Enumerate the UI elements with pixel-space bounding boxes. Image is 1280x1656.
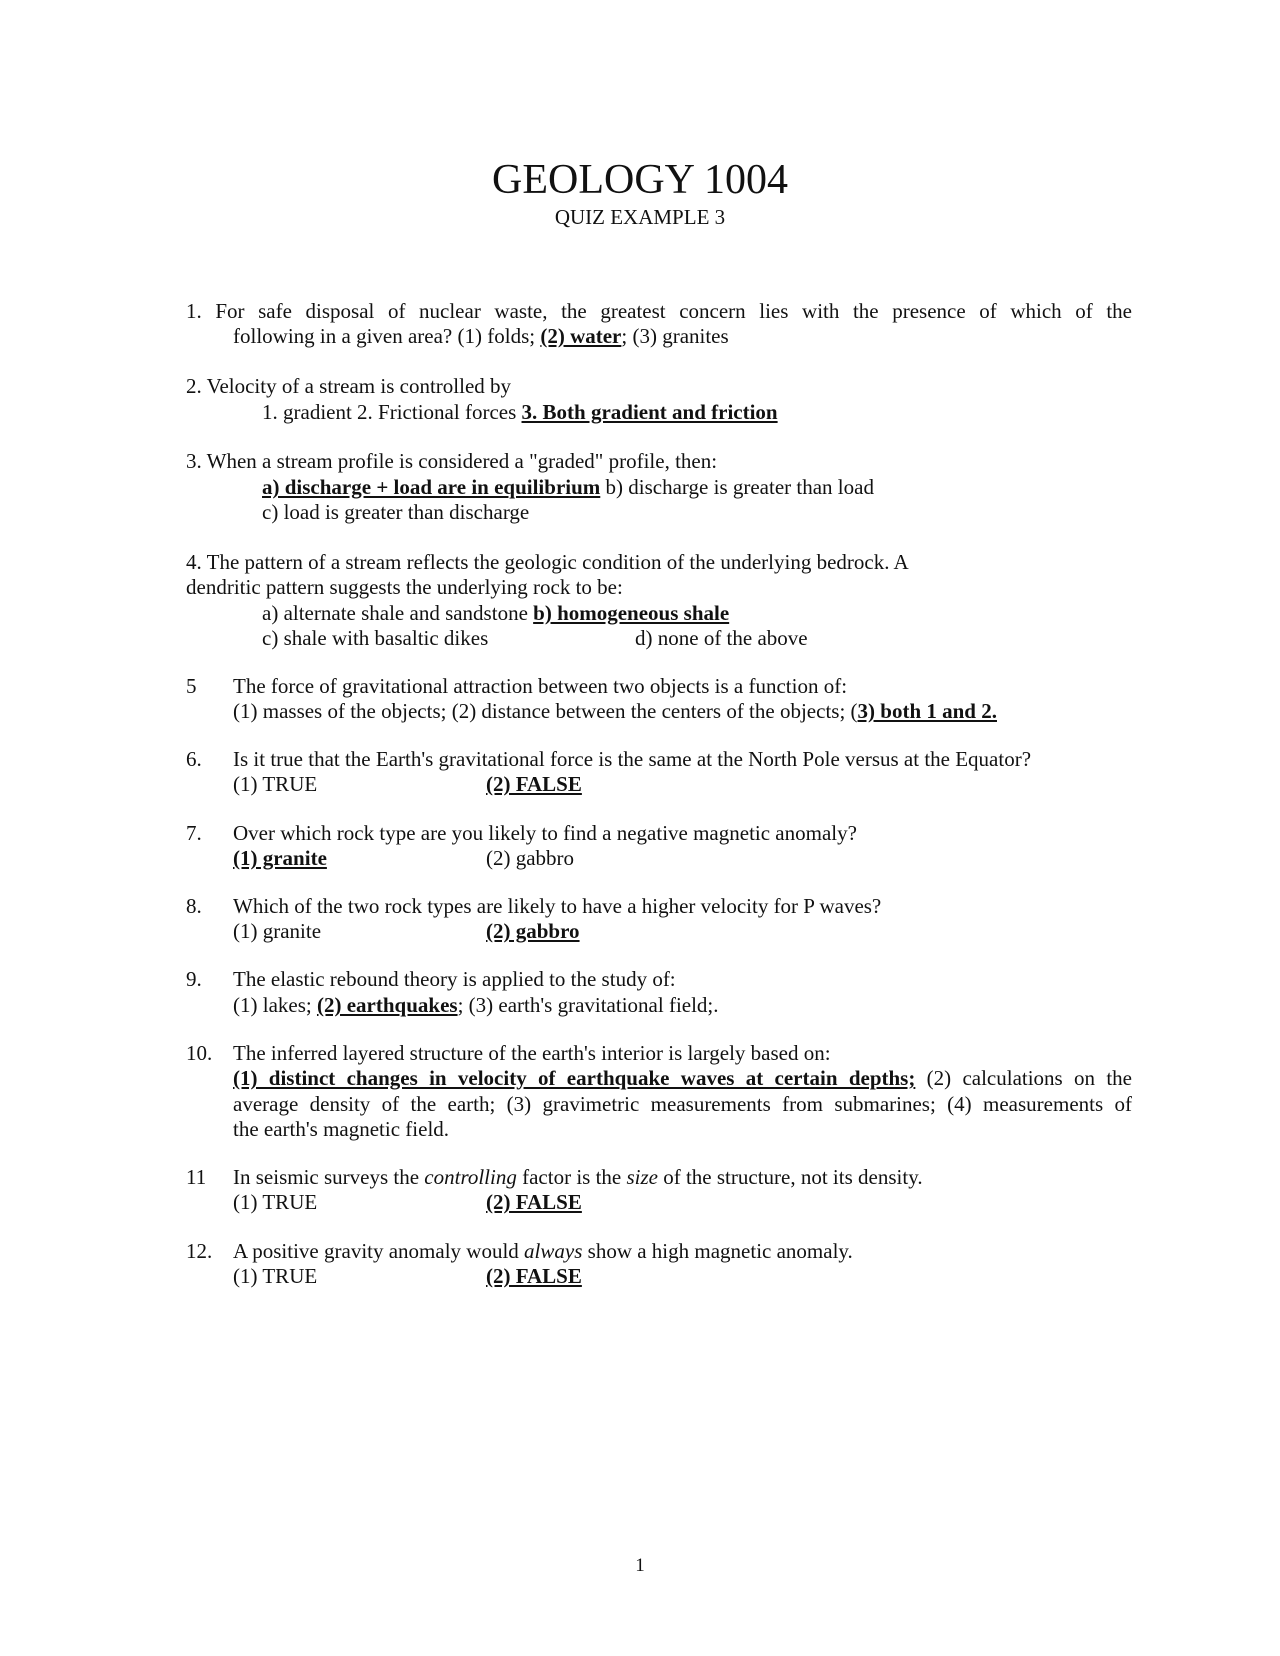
q4-option-a: a) alternate shale and sandstone bbox=[262, 601, 534, 625]
question-6-option-1: (1) TRUE bbox=[233, 772, 318, 796]
question-3-options-1 bbox=[262, 474, 874, 500]
question-1-line-2 bbox=[233, 323, 729, 349]
question-10-number: 10. bbox=[186, 1041, 213, 1065]
question-6-number: 6. bbox=[186, 747, 202, 771]
q1-text-pre: following in a given area? (1) folds; bbox=[233, 324, 541, 348]
question-1-line-1: 1. For safe disposal of nuclear waste, the greatest concern lies with the presence of which of the bbox=[186, 299, 1132, 323]
question-3-stem: 3. When a stream profile is considered a "graded" profile, then: bbox=[186, 449, 718, 473]
q2-options-text: 1. gradient 2. Frictional forces bbox=[262, 400, 522, 424]
question-12-number: 12. bbox=[186, 1239, 213, 1263]
q10-answer: (1) distinct changes in velocity of earthquake waves at certain depths; bbox=[233, 1066, 916, 1090]
q9-text-pre: (1) lakes; bbox=[233, 993, 317, 1017]
question-3-option-c: c) load is greater than discharge bbox=[262, 500, 530, 524]
question-4-stem-1: 4. The pattern of a stream reflects the geologic condition of the underlying bedrock. A bbox=[186, 550, 909, 574]
question-7-number: 7. bbox=[186, 821, 202, 845]
question-11-option-1: (1) TRUE bbox=[233, 1190, 318, 1214]
question-10-line-1 bbox=[233, 1065, 1132, 1091]
q5-options-text: (1) masses of the objects; (2) distance between the centers of the objects; ( bbox=[233, 699, 858, 723]
question-4-option-d: d) none of the above bbox=[635, 626, 808, 650]
question-2-stem: 2. Velocity of a stream is controlled by bbox=[186, 374, 512, 398]
question-2-options bbox=[262, 399, 778, 425]
q3-option-b: b) discharge is greater than load bbox=[600, 475, 874, 499]
q11-stem-post: of the structure, not its density. bbox=[657, 1165, 923, 1189]
q11-stem-mid: factor is the bbox=[516, 1165, 627, 1189]
question-8-number: 8. bbox=[186, 894, 202, 918]
question-10-stem: The inferred layered structure of the earth's interior is largely based on: bbox=[233, 1041, 831, 1065]
question-5-number: 5 bbox=[186, 674, 197, 698]
question-11-answer: (2) FALSE bbox=[486, 1190, 582, 1214]
q11-stem-italic-2: size bbox=[626, 1165, 658, 1189]
question-9-options bbox=[233, 992, 719, 1018]
question-10-line-2: average density of the earth; (3) gravimetric measurements from submarines; (4) measurements of bbox=[233, 1092, 1132, 1116]
question-12-option-1: (1) TRUE bbox=[233, 1264, 318, 1288]
question-9-number: 9. bbox=[186, 967, 202, 991]
question-8-option-1: (1) granite bbox=[233, 919, 322, 943]
question-7-answer: (1) granite bbox=[233, 846, 327, 870]
question-8-stem: Which of the two rock types are likely to have a higher velocity for P waves? bbox=[233, 894, 882, 918]
question-11-number: 11 bbox=[186, 1165, 207, 1189]
question-9-stem: The elastic rebound theory is applied to the study of: bbox=[233, 967, 676, 991]
question-10-line-3: the earth's magnetic field. bbox=[233, 1117, 450, 1141]
q12-stem-post: show a high magnetic anomaly. bbox=[582, 1239, 853, 1263]
q1-answer: (2) water bbox=[540, 324, 622, 348]
q11-stem-pre: In seismic surveys the bbox=[233, 1165, 425, 1189]
q5-answer: 3) both 1 and 2. bbox=[857, 699, 997, 723]
question-12-answer: (2) FALSE bbox=[486, 1264, 582, 1288]
question-5-options bbox=[233, 698, 997, 724]
q2-answer: 3. Both gradient and friction bbox=[521, 400, 778, 424]
q12-stem-pre: A positive gravity anomaly would bbox=[233, 1239, 525, 1263]
question-12-stem bbox=[233, 1238, 853, 1264]
q12-stem-italic: always bbox=[524, 1239, 583, 1263]
q10-text-post: (2) calculations on the bbox=[915, 1066, 1132, 1090]
question-6-answer: (2) FALSE bbox=[486, 772, 582, 796]
question-4-stem-2: dendritic pattern suggests the underlying rock to be: bbox=[186, 575, 623, 599]
page-number: 1 bbox=[635, 1555, 645, 1576]
question-6-stem: Is it true that the Earth's gravitational force is the same at the North Pole versus at the Equator? bbox=[233, 747, 1032, 771]
question-7-option-2: (2) gabbro bbox=[486, 846, 575, 870]
q9-text-post: ; (3) earth's gravitational field;. bbox=[457, 993, 719, 1017]
page-subtitle: QUIZ EXAMPLE 3 bbox=[554, 205, 726, 229]
question-8-answer: (2) gabbro bbox=[486, 919, 580, 943]
q1-text-post: ; (3) granites bbox=[621, 324, 729, 348]
page-title: GEOLOGY 1004 bbox=[492, 157, 788, 203]
q3-answer: a) discharge + load are in equilibrium bbox=[262, 475, 601, 499]
q4-answer: b) homogeneous shale bbox=[533, 601, 730, 625]
question-5-stem: The force of gravitational attraction between two objects is a function of: bbox=[233, 674, 848, 698]
question-7-stem: Over which rock type are you likely to find a negative magnetic anomaly? bbox=[233, 821, 857, 845]
q9-answer: (2) earthquakes bbox=[316, 993, 458, 1017]
question-4-options-1 bbox=[262, 600, 729, 626]
q11-stem-italic-1: controlling bbox=[424, 1165, 517, 1189]
question-4-option-c: c) shale with basaltic dikes bbox=[262, 626, 489, 650]
question-11-stem bbox=[233, 1164, 923, 1190]
